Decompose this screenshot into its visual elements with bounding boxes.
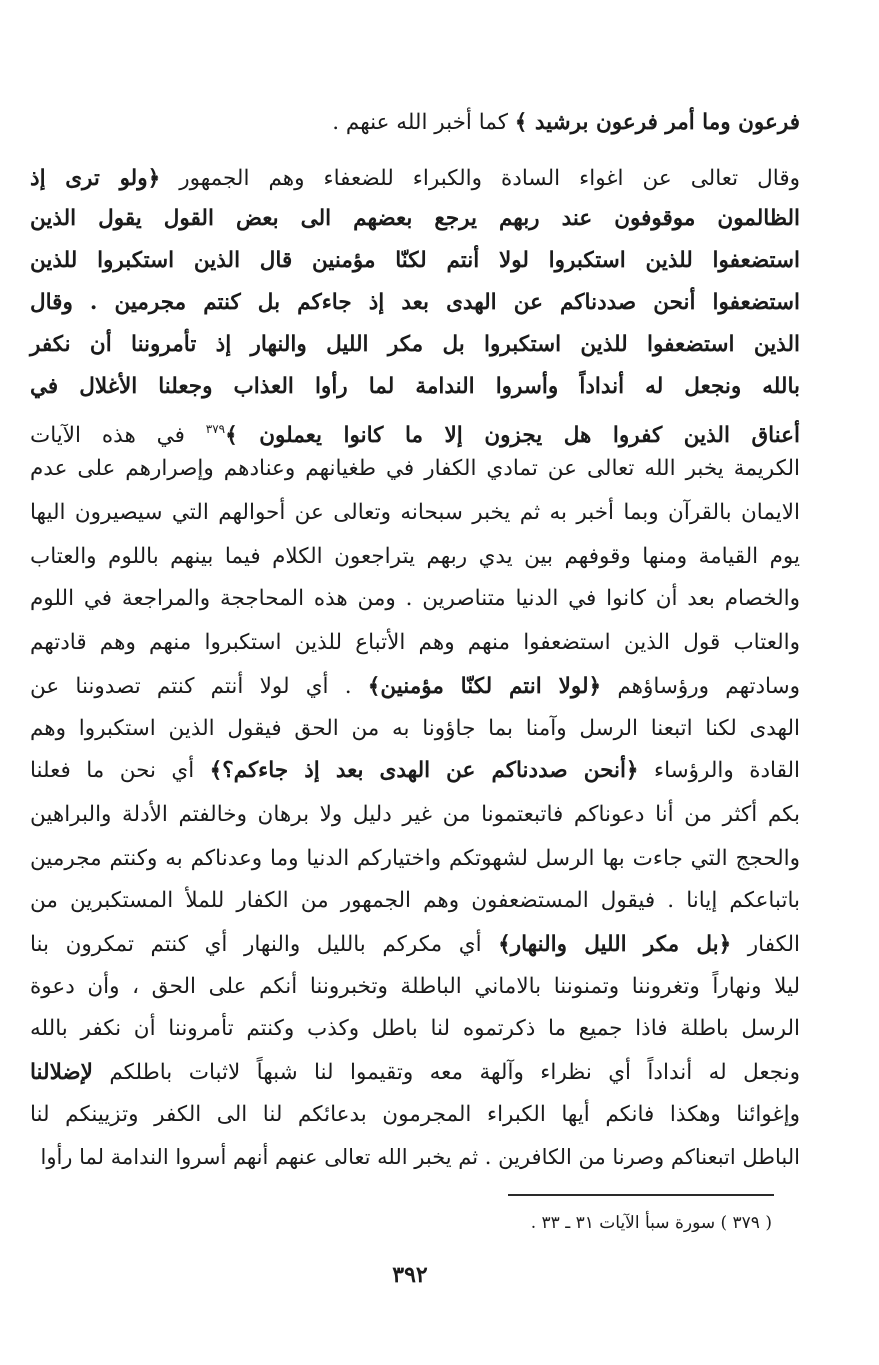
text-run: الهدى لكنا اتبعنا الرسل وآمنا بما جاؤونا به من الحق فيقول الذين استكبروا وهم (30, 716, 800, 741)
quran-quote: استضعفوا أنحن صددناكم عن الهدى بعد إذ جاءكم بل كنتم مجرمين . وقال (30, 290, 800, 315)
text-run: كما أخبر الله عنهم . (332, 110, 515, 135)
footnote-separator (508, 1194, 774, 1196)
text-run: ونجعل له أنداداً أي نظراء وآلهة معه وتقيموا لنا شبهاً لاثبات باطلكم (92, 1060, 800, 1085)
text-line (30, 628, 800, 658)
page-number: ٣٩٢ (392, 1262, 428, 1288)
text-line (30, 454, 800, 484)
text-run: والخصام بعد أن كانوا في الدنيا متناصرين . ومن هذه المحاججة والمراجعة في اللوم (30, 586, 800, 611)
text-run: أي نحن ما فعلنا (30, 758, 210, 783)
text-line (30, 930, 800, 960)
text-line (30, 756, 800, 786)
text-run: والعتاب قول الذين استضعفوا منهم وهم الأتباع للذين استكبروا منهم وهم قادتهم (30, 630, 800, 655)
quran-quote: أعناق الذين كفروا هل يجزون إلا ما كانوا يعملون ﴾ (225, 423, 800, 448)
text-line (30, 1014, 800, 1044)
quran-quote: ﴿بل مكر الليل والنهار﴾ (498, 932, 732, 957)
text-line (30, 108, 800, 138)
quran-quote: لإضلالنا (30, 1060, 93, 1085)
quran-quote: فرعون وما أمر فرعون برشيد ﴾ (514, 110, 800, 135)
text-line (30, 288, 800, 318)
text-run: الكريمة يخبر الله تعالى عن تمادي الكفار في طغيانهم وعنادهم وإصرارهم على عدم (30, 456, 800, 481)
text-run: في هذه الآيات (30, 423, 206, 448)
text-line (30, 1100, 800, 1130)
text-line (30, 330, 800, 360)
text-line (30, 972, 800, 1002)
text-line (30, 246, 800, 276)
text-run: أي مكركم بالليل والنهار أي كنتم تمكرون بنا (30, 932, 499, 957)
text-line (30, 498, 800, 528)
quran-quote: بالله ونجعل له أنداداً وأسروا الندامة لما رأوا العذاب وجعلنا الأغلال في (30, 374, 800, 399)
text-line (30, 800, 800, 830)
quran-quote: ﴿أنحن صددناكم عن الهدى بعد إذ جاءكم؟﴾ (209, 758, 639, 783)
quran-quote: الظالمون موقوفون عند ربهم يرجع بعضهم الى بعض القول يقول الذين (30, 206, 800, 231)
text-line (30, 164, 800, 194)
text-run: الايمان بالقرآن وبما أخبر به ثم يخبر سبحانه وتعالى عن أحوالهم التي سيصيرون اليها (30, 500, 800, 525)
text-line (30, 672, 800, 702)
quran-quote: استضعفوا للذين استكبروا لولا أنتم لكنّا مؤمنين قال الذين استكبروا للذين (30, 248, 800, 273)
text-run: وسادتهم ورؤساؤهم (601, 674, 800, 699)
text-run: الكفار (731, 932, 800, 957)
text-line (30, 414, 800, 451)
text-line (30, 372, 800, 402)
text-line (30, 542, 800, 572)
text-line (30, 1142, 800, 1172)
text-run: ليلا ونهاراً وتغروننا وتمنوننا بالاماني الباطلة وتخبروننا أنكم على الحق ، وأن دعوة (30, 974, 800, 999)
text-line (30, 584, 800, 614)
text-run: وإغوائنا وهكذا فانكم أيها الكبراء المجرمون بدعائكم لنا الى الكفر وتزيينكم لنا (30, 1102, 800, 1127)
text-run: باتباعكم إيانا . فيقول المستضعفون وهم الجمهور من الكفار للملأ المستكبرين من (30, 888, 800, 913)
text-run: الرسل باطلة فاذا جميع ما ذكرتموه لنا باطل وكذب وكنتم تأمروننا أن نكفر بالله (30, 1016, 800, 1041)
quran-quote: ﴿ولو ترى إذ (30, 166, 161, 191)
text-line (30, 204, 800, 234)
text-run: القادة والرؤساء (638, 758, 801, 783)
text-run: بكم أكثر من أنا دعوناكم فاتبعتمونا من غير دليل ولا برهان وخالفتم الأدلة والبراهين (30, 802, 800, 827)
footnote: ( ٣٧٩ ) سورة سبأ الآيات ٣١ ـ ٣٣ . (530, 1213, 772, 1233)
text-line (30, 844, 800, 874)
text-line (30, 714, 800, 744)
quran-quote: الذين استضعفوا للذين استكبروا بل مكر الليل والنهار إذ تأمروننا أن نكفر (30, 332, 800, 357)
text-line (30, 1058, 800, 1088)
text-run: يوم القيامة ومنها وقوفهم بين يدي ربهم يتراجعون الكلام فيما بينهم باللوم والعتاب (30, 544, 800, 569)
text-run: . أي لولا أنتم كنتم تصدوننا عن (30, 674, 368, 699)
text-run: وقال تعالى عن اغواء السادة والكبراء للضعفاء وهم الجمهور (160, 166, 800, 191)
footnote-ref: ٣٧٩ (205, 422, 226, 436)
text-run: الباطل اتبعناكم وصرنا من الكافرين . ثم يخبر الله تعالى عنهم أنهم أسروا الندامة لما رأوا (40, 1145, 800, 1169)
text-line (30, 886, 800, 916)
quran-quote: ﴿لولا انتم لكنّا مؤمنين﴾ (367, 674, 602, 699)
text-run: والحجج التي جاءت بها الرسل لشهوتكم واختياركم الدنيا وما وعدناكم به وكنتم مجرمين (30, 846, 800, 871)
